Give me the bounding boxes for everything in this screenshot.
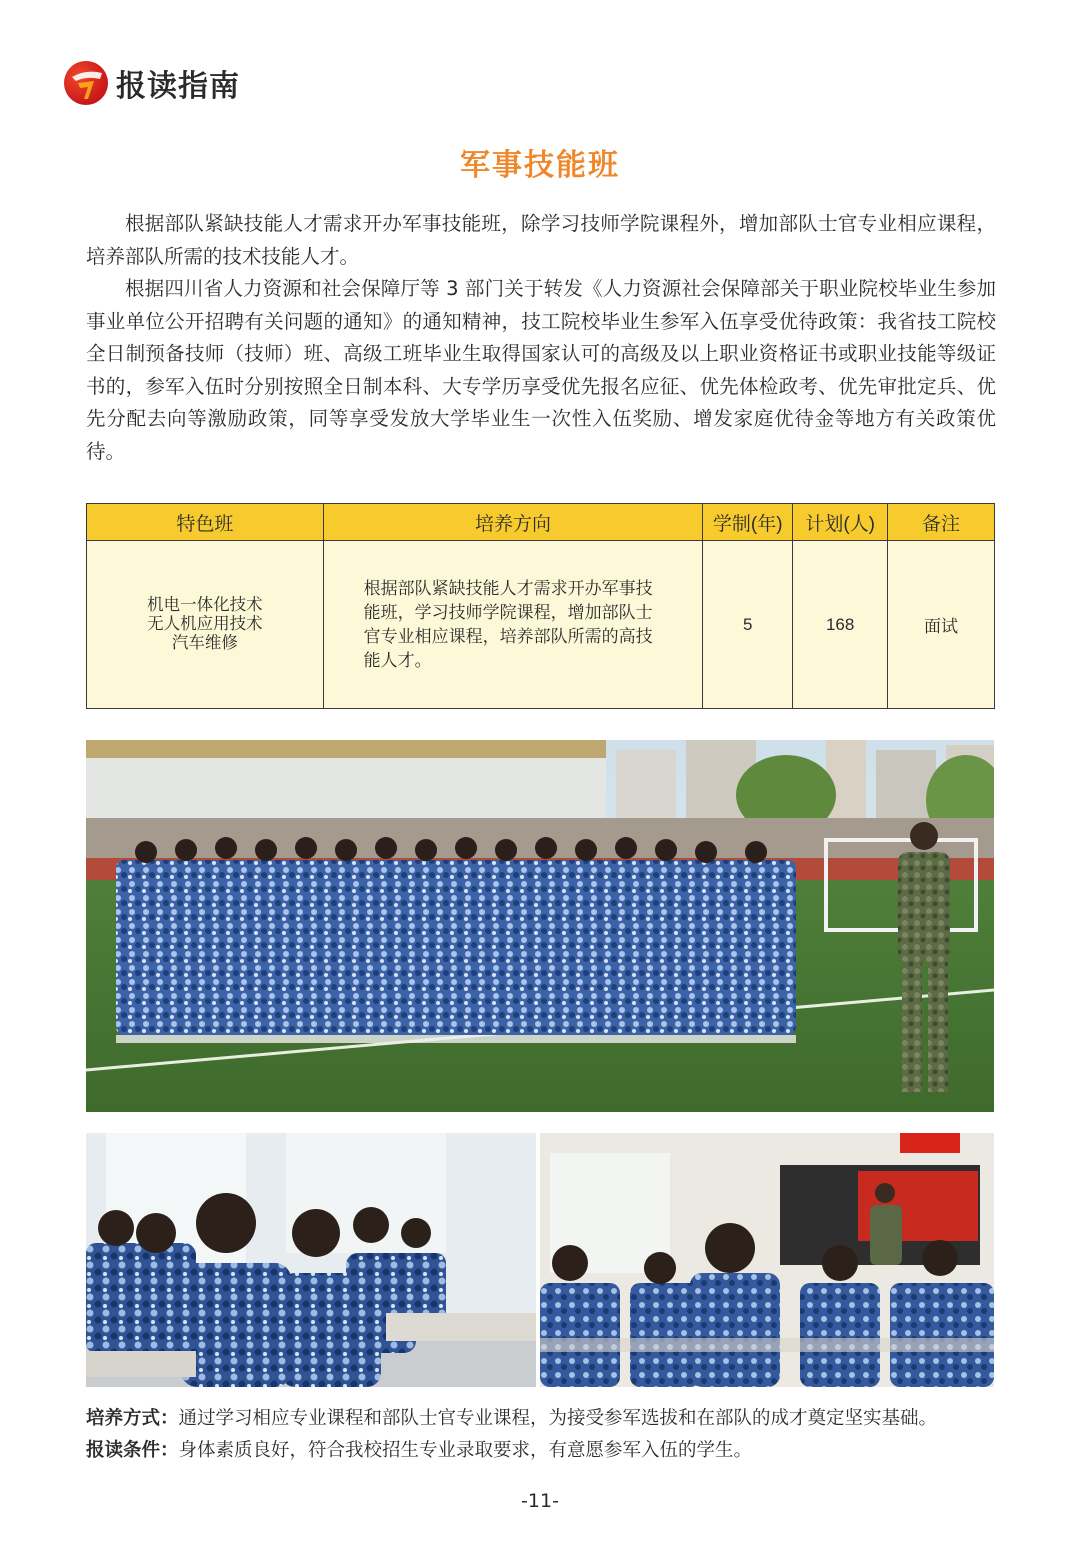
table-row	[87, 541, 995, 709]
table-header-row	[87, 504, 995, 541]
intro-paragraph-2: 根据四川省人力资源和社会保障厅等 3 部门关于转发《人力资源社会保障部关于职业院校毕业生参加事业单位公开招聘有关问题的通知》的通知精神，技工院校毕业生参军入伍享受优待政策：我省技工院校全日制预备技师（技师）班、高级工班毕业生取得国家认可的高级及以上职业资格证书或职业技能等级证书的，参军入伍时分别按照全日制本科、大专学历享受优先报名应征、优先体检政考、优先审批定兵、优先分配去向等激励政策，同等享受发放大学毕业生一次性入伍奖励、增发家庭优待金等地方有关政策优待。	[86, 277, 996, 463]
header-note: 备注	[888, 504, 995, 541]
class-item: 汽车维修	[171, 634, 238, 652]
class-item: 无人机应用技术	[147, 615, 263, 633]
cell-note: 面试	[888, 541, 995, 709]
cell-years: 5	[703, 541, 793, 709]
photo-classroom-lecture	[540, 1133, 994, 1387]
page-header	[64, 60, 240, 106]
training-method-text: 通过学习相应专业课程和部队士官专业课程，为接受参军选拔和在部队的成才奠定坚实基础。	[178, 1408, 938, 1429]
cell-classes	[87, 541, 324, 709]
training-method	[86, 1406, 1006, 1432]
intro-text	[86, 208, 996, 468]
header-direction: 培养方向	[323, 504, 703, 541]
cell-direction: 根据部队紧缺技能人才需求开办军事技能班，学习技师学院课程，增加部队士官专业相应课程，培养部队所需的高技能人才。	[323, 541, 703, 709]
enrollment-conditions	[86, 1438, 1006, 1464]
class-item: 机电一体化技术	[147, 596, 263, 614]
photo-formation	[86, 740, 994, 1112]
intro-paragraph-1: 根据部队紧缺技能人才需求开办军事技能班，除学习技师学院课程外，增加部队士官专业相应课程，培养部队所需的技术技能人才。	[86, 212, 996, 268]
brand-logo-icon	[64, 61, 108, 105]
page-number: -11-	[521, 1490, 559, 1512]
photo-classroom-students	[86, 1133, 536, 1387]
enrollment-conditions-text: 身体素质良好，符合我校招生专业录取要求，有意愿参军入伍的学生。	[178, 1440, 753, 1461]
header-years: 学制(年)	[703, 504, 793, 541]
page-title: 军事技能班	[460, 148, 620, 183]
brand-title: 报读指南	[116, 69, 240, 104]
header-plan: 计划(人)	[793, 504, 888, 541]
enrollment-plan-table	[86, 503, 995, 709]
header-class: 特色班	[87, 504, 324, 541]
enrollment-conditions-label: 报读条件：	[86, 1440, 179, 1461]
training-method-label: 培养方式：	[86, 1408, 179, 1429]
cell-plan: 168	[793, 541, 888, 709]
